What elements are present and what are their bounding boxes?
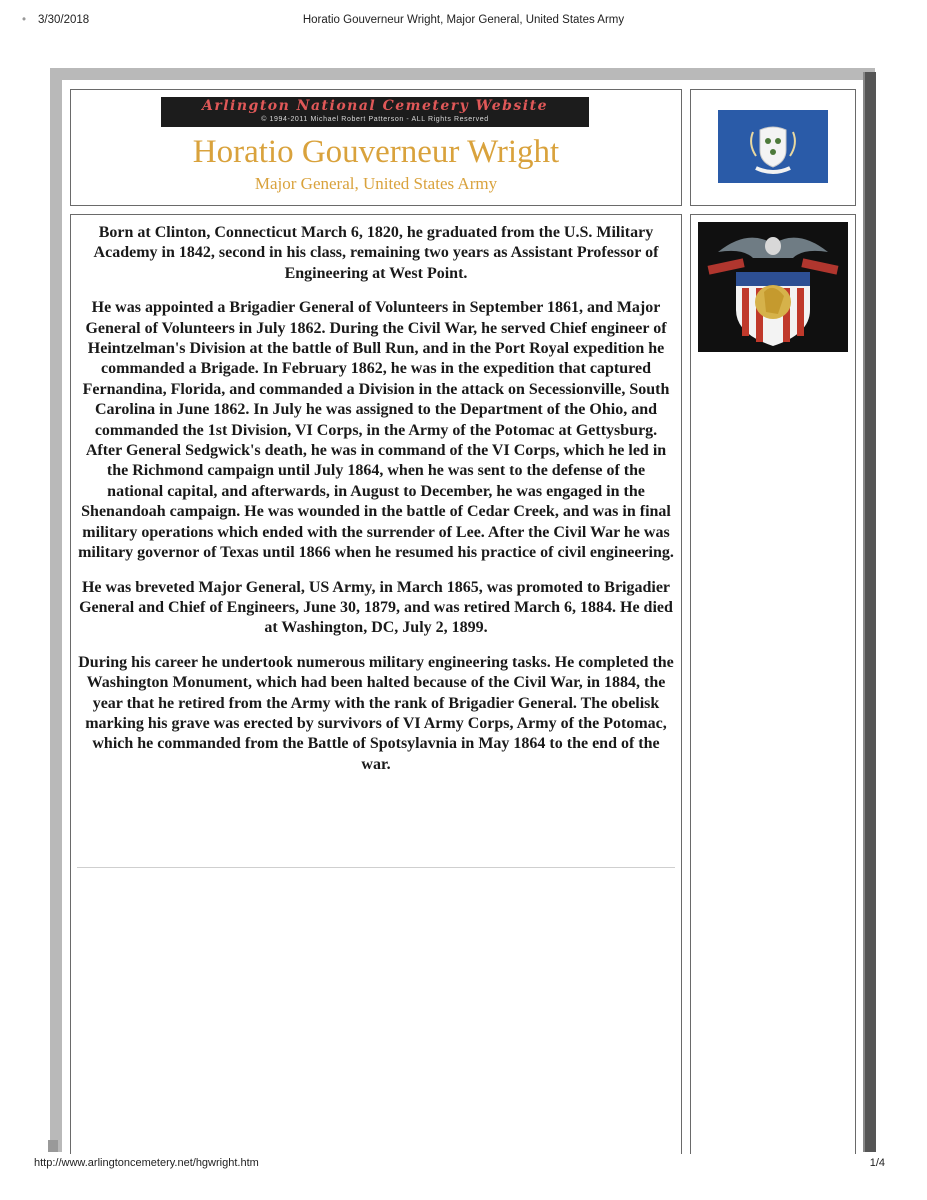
page-subtitle: Major General, United States Army bbox=[254, 174, 498, 193]
title-panel bbox=[70, 89, 682, 206]
site-banner-copyright: © 1994-2011 Michael Robert Patterson - ALL Rights Reserved bbox=[261, 116, 489, 123]
frame-corner bbox=[48, 1140, 58, 1152]
site-banner-title: Arlington National Cemetery Website bbox=[201, 98, 548, 114]
frame-right-border bbox=[863, 72, 876, 1152]
page-url[interactable]: http://www.arlingtoncemetery.net/hgwright.htm bbox=[34, 1157, 259, 1169]
crest-panel bbox=[690, 214, 856, 1154]
frame-left-border bbox=[50, 68, 62, 1152]
bio-paragraph: He was appointed a Brigadier General of Volunteers in September 1861, and Major General of Volunteers in July 1862. During the Civil War, he served Chief engineer of Heintzelman's Division at the battle of Bull Run, and in the Port Royal expedition he commanded a Brigade. In February 1862, he was in the expedition that captured Fernandina, Florida, and commanded a Division in the attack on Secessionville, South Carolina in June 1862. In July he was assigned to the Department of the Ohio, and commanded the 1st Division, VI Corps, in the Army of the Potomac at Gettysburg. After General Sedgwick's death, he was in command of the VI Corps, which he led in the Richmond campaign until July 1864, when he was sent to the defense of the national capital, and afterwards, in August to December, he was engaged in the Shenandoah campaign. He was wounded in the battle of Cedar Creek, and was in final military operations which ended with the surrender of Lee. After the Civil War he was military governor of Texas until 1866 when he resumed his practice of civil engineering. bbox=[78, 299, 674, 562]
divider bbox=[77, 867, 675, 868]
bio-paragraph: He was breveted Major General, US Army, in March 1865, was promoted to Brigadier General and Chief of Engineers, June 30, 1879, and was retired March 6, 1884. He died at Washington, DC, July 2, 1899. bbox=[79, 578, 673, 637]
site-banner[interactable] bbox=[161, 97, 589, 127]
print-footer bbox=[0, 1157, 927, 1177]
print-header bbox=[0, 14, 927, 34]
connecticut-flag-icon bbox=[718, 110, 828, 183]
print-page-title: Horatio Gouverneur Wright, Major General, United States Army bbox=[302, 14, 625, 26]
page-title: Horatio Gouverneur Wright bbox=[192, 134, 560, 170]
frame-top-border bbox=[50, 68, 875, 80]
biography-text bbox=[77, 223, 675, 789]
print-date: 3/30/2018 bbox=[38, 14, 90, 26]
biography-panel bbox=[70, 214, 682, 1154]
west-point-crest-icon bbox=[698, 222, 848, 352]
flag-panel bbox=[690, 89, 856, 206]
bullet-icon: • bbox=[22, 14, 27, 26]
bio-paragraph: During his career he undertook numerous military engineering tasks. He completed the Washington Monument, which had been halted because of the Civil War, in 1884, the year that he retired from the Army with the rank of Brigadier General. The obelisk marking his grave was erected by survivors of VI Army Corps, Army of the Potomac, which he commanded from the Battle of Spotsylavnia in May 1864 to the end of the war. bbox=[78, 653, 674, 773]
bio-paragraph: Born at Clinton, Connecticut March 6, 1820, he graduated from the U.S. Military Academy in 1842, second in his class, remaining two years as Assistant Professor of Engineering at West Point. bbox=[93, 224, 659, 282]
page-number: 1/4 bbox=[869, 1157, 885, 1169]
